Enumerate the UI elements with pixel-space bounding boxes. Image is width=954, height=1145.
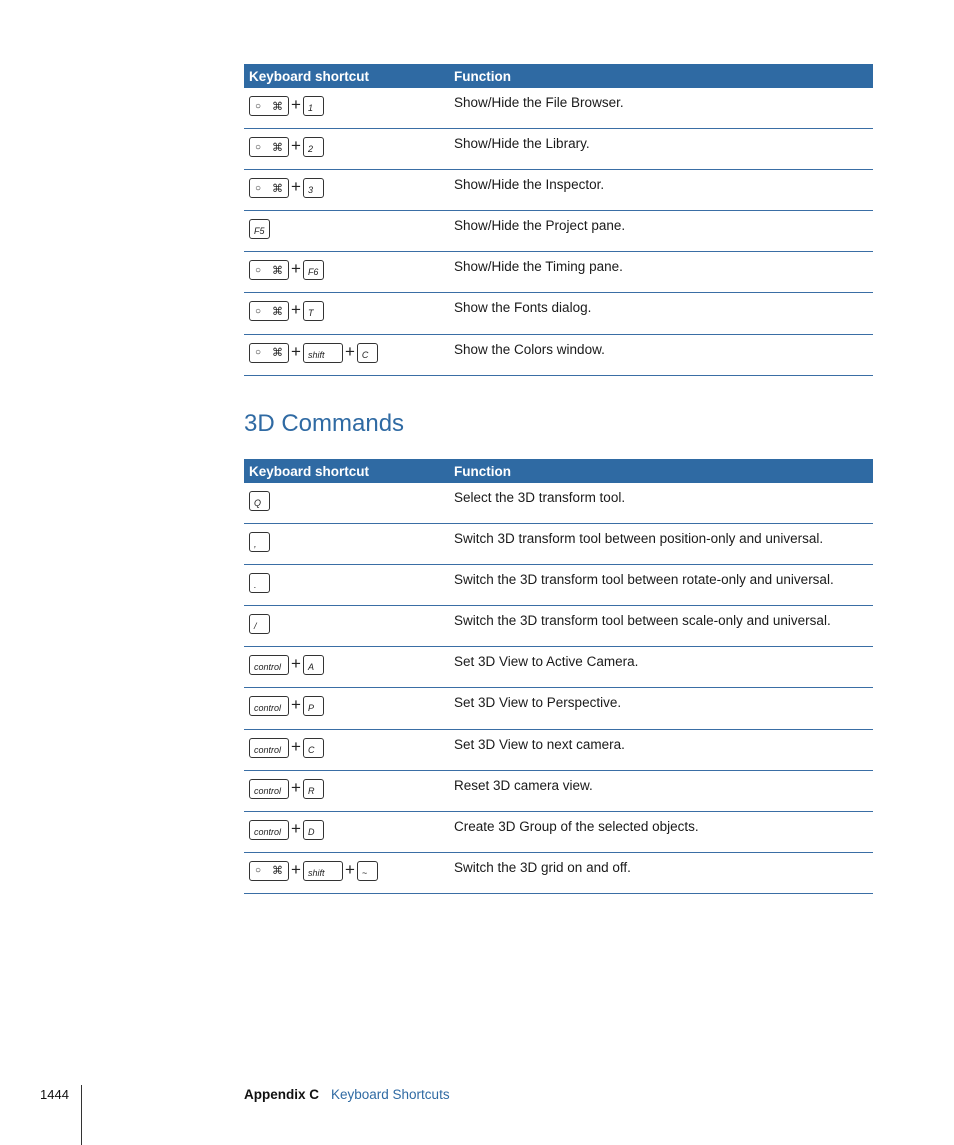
apple-icon: ○ xyxy=(255,141,262,153)
function-description: Select the 3D transform tool. xyxy=(454,490,626,505)
table-row xyxy=(244,688,873,729)
key-symbol: / xyxy=(249,614,270,634)
table-row xyxy=(244,524,873,565)
table-row xyxy=(244,129,873,170)
shortcut-keys xyxy=(244,688,454,728)
function-description: Switch the 3D grid on and off. xyxy=(454,859,631,875)
shortcut-keys xyxy=(244,647,454,687)
key-1: 1 xyxy=(303,96,324,116)
shortcut-keys xyxy=(244,606,454,646)
table-body xyxy=(244,88,873,376)
command-key xyxy=(249,343,289,363)
table-body xyxy=(244,483,873,894)
function-description: Show/Hide the Library. xyxy=(454,136,590,152)
function-description: Show the Fonts dialog. xyxy=(454,300,592,316)
header-keyboard-shortcut: Keyboard shortcut xyxy=(249,463,370,479)
function-description: Switch the 3D transform tool between rotate-only and universal. xyxy=(454,572,834,588)
key-3: 3 xyxy=(303,178,324,198)
key-shift: shift xyxy=(303,343,343,363)
table-row xyxy=(244,565,873,606)
table-row xyxy=(244,293,873,334)
command-key xyxy=(249,861,289,881)
key-t: T xyxy=(303,301,324,321)
command-icon: ⌘ xyxy=(272,141,283,154)
shortcut-keys xyxy=(244,88,454,128)
shortcut-keys xyxy=(244,170,454,210)
page-number: 1444 xyxy=(40,1087,69,1102)
key-symbol: ~ xyxy=(357,861,378,881)
command-icon: ⌘ xyxy=(272,865,283,878)
table-header xyxy=(244,459,873,483)
shortcut-table-general xyxy=(244,64,873,376)
apple-icon: ○ xyxy=(255,347,262,359)
command-key xyxy=(249,178,289,198)
table-row xyxy=(244,170,873,211)
key-control: control xyxy=(249,820,289,840)
plus-sign: + xyxy=(344,341,355,361)
shortcut-keys xyxy=(244,293,454,333)
plus-sign: + xyxy=(291,695,301,715)
section-title: 3D Commands xyxy=(244,410,405,437)
function-description: Show/Hide the Timing pane. xyxy=(454,259,623,275)
function-description: Show the Colors window. xyxy=(454,341,605,357)
key-a: A xyxy=(303,655,324,675)
function-description: Switch 3D transform tool between position-only and universal. xyxy=(454,531,824,547)
header-keyboard-shortcut: Keyboard shortcut xyxy=(249,68,370,84)
key-r: R xyxy=(303,779,324,799)
function-description: Show/Hide the Project pane. xyxy=(454,218,626,234)
apple-icon: ○ xyxy=(255,182,262,194)
plus-sign: + xyxy=(291,300,301,320)
key-control: control xyxy=(249,696,289,716)
command-icon: ⌘ xyxy=(272,264,283,277)
shortcut-keys xyxy=(244,483,454,523)
table-row xyxy=(244,335,873,376)
key-f5: F5 xyxy=(249,219,270,239)
table-row xyxy=(244,771,873,812)
function-description: Reset 3D camera view. xyxy=(454,777,593,793)
key-control: control xyxy=(249,655,289,675)
function-description: Show/Hide the File Browser. xyxy=(454,95,624,110)
shortcut-keys xyxy=(244,853,454,893)
header-function: Function xyxy=(454,463,511,479)
key-control: control xyxy=(249,779,289,799)
table-row xyxy=(244,252,873,293)
function-description: Show/Hide the Inspector. xyxy=(454,177,605,193)
key-c: C xyxy=(357,343,378,363)
apple-icon: ○ xyxy=(255,100,262,112)
plus-sign: + xyxy=(291,777,301,797)
function-description: Create 3D Group of the selected objects. xyxy=(454,818,699,834)
plus-sign: + xyxy=(291,136,301,156)
footer-appendix: Appendix C xyxy=(244,1087,320,1102)
key-shift: shift xyxy=(303,861,343,881)
plus-sign: + xyxy=(291,736,301,756)
footer-divider xyxy=(81,1085,82,1145)
apple-icon: ○ xyxy=(255,264,262,276)
key-p: P xyxy=(303,696,324,716)
table-row xyxy=(244,812,873,853)
key-control: control xyxy=(249,738,289,758)
plus-sign: + xyxy=(291,341,301,361)
table-row xyxy=(244,730,873,771)
function-description: Switch the 3D transform tool between scale-only and universal. xyxy=(454,613,831,629)
key-symbol: . xyxy=(249,573,270,593)
key-d: D xyxy=(303,820,324,840)
command-icon: ⌘ xyxy=(272,182,283,195)
apple-icon: ○ xyxy=(255,305,262,317)
key-2: 2 xyxy=(303,137,324,157)
footer-section-link[interactable]: Keyboard Shortcuts xyxy=(331,1087,450,1102)
command-key xyxy=(249,301,289,321)
shortcut-keys xyxy=(244,730,454,770)
shortcut-keys xyxy=(244,771,454,811)
table-row xyxy=(244,606,873,647)
shortcut-table-3d xyxy=(244,459,873,894)
command-key xyxy=(249,137,289,157)
plus-sign: + xyxy=(291,818,301,838)
command-key xyxy=(249,260,289,280)
key-symbol: , xyxy=(249,532,270,552)
shortcut-keys xyxy=(244,252,454,292)
function-description: Set 3D View to next camera. xyxy=(454,736,625,752)
function-description: Set 3D View to Active Camera. xyxy=(454,654,639,670)
header-function: Function xyxy=(454,68,511,84)
command-icon: ⌘ xyxy=(272,347,283,360)
table-row xyxy=(244,647,873,688)
command-key xyxy=(249,96,289,116)
plus-sign: + xyxy=(291,177,301,197)
key-f6: F6 xyxy=(303,260,324,280)
plus-sign: + xyxy=(291,259,301,279)
key-q: Q xyxy=(249,491,270,511)
table-row xyxy=(244,483,873,524)
plus-sign: + xyxy=(291,859,301,879)
shortcut-keys xyxy=(244,524,454,564)
function-description: Set 3D View to Perspective. xyxy=(454,695,622,711)
shortcut-keys xyxy=(244,211,454,251)
command-icon: ⌘ xyxy=(272,100,283,113)
shortcut-keys xyxy=(244,812,454,852)
plus-sign: + xyxy=(291,654,301,674)
table-row xyxy=(244,211,873,252)
table-header xyxy=(244,64,873,88)
plus-sign: + xyxy=(291,95,301,114)
command-icon: ⌘ xyxy=(272,305,283,318)
table-row xyxy=(244,88,873,129)
shortcut-keys xyxy=(244,335,454,375)
shortcut-keys xyxy=(244,129,454,169)
table-row xyxy=(244,853,873,894)
plus-sign: + xyxy=(344,859,355,879)
shortcut-keys xyxy=(244,565,454,605)
key-c: C xyxy=(303,738,324,758)
apple-icon: ○ xyxy=(255,865,262,877)
